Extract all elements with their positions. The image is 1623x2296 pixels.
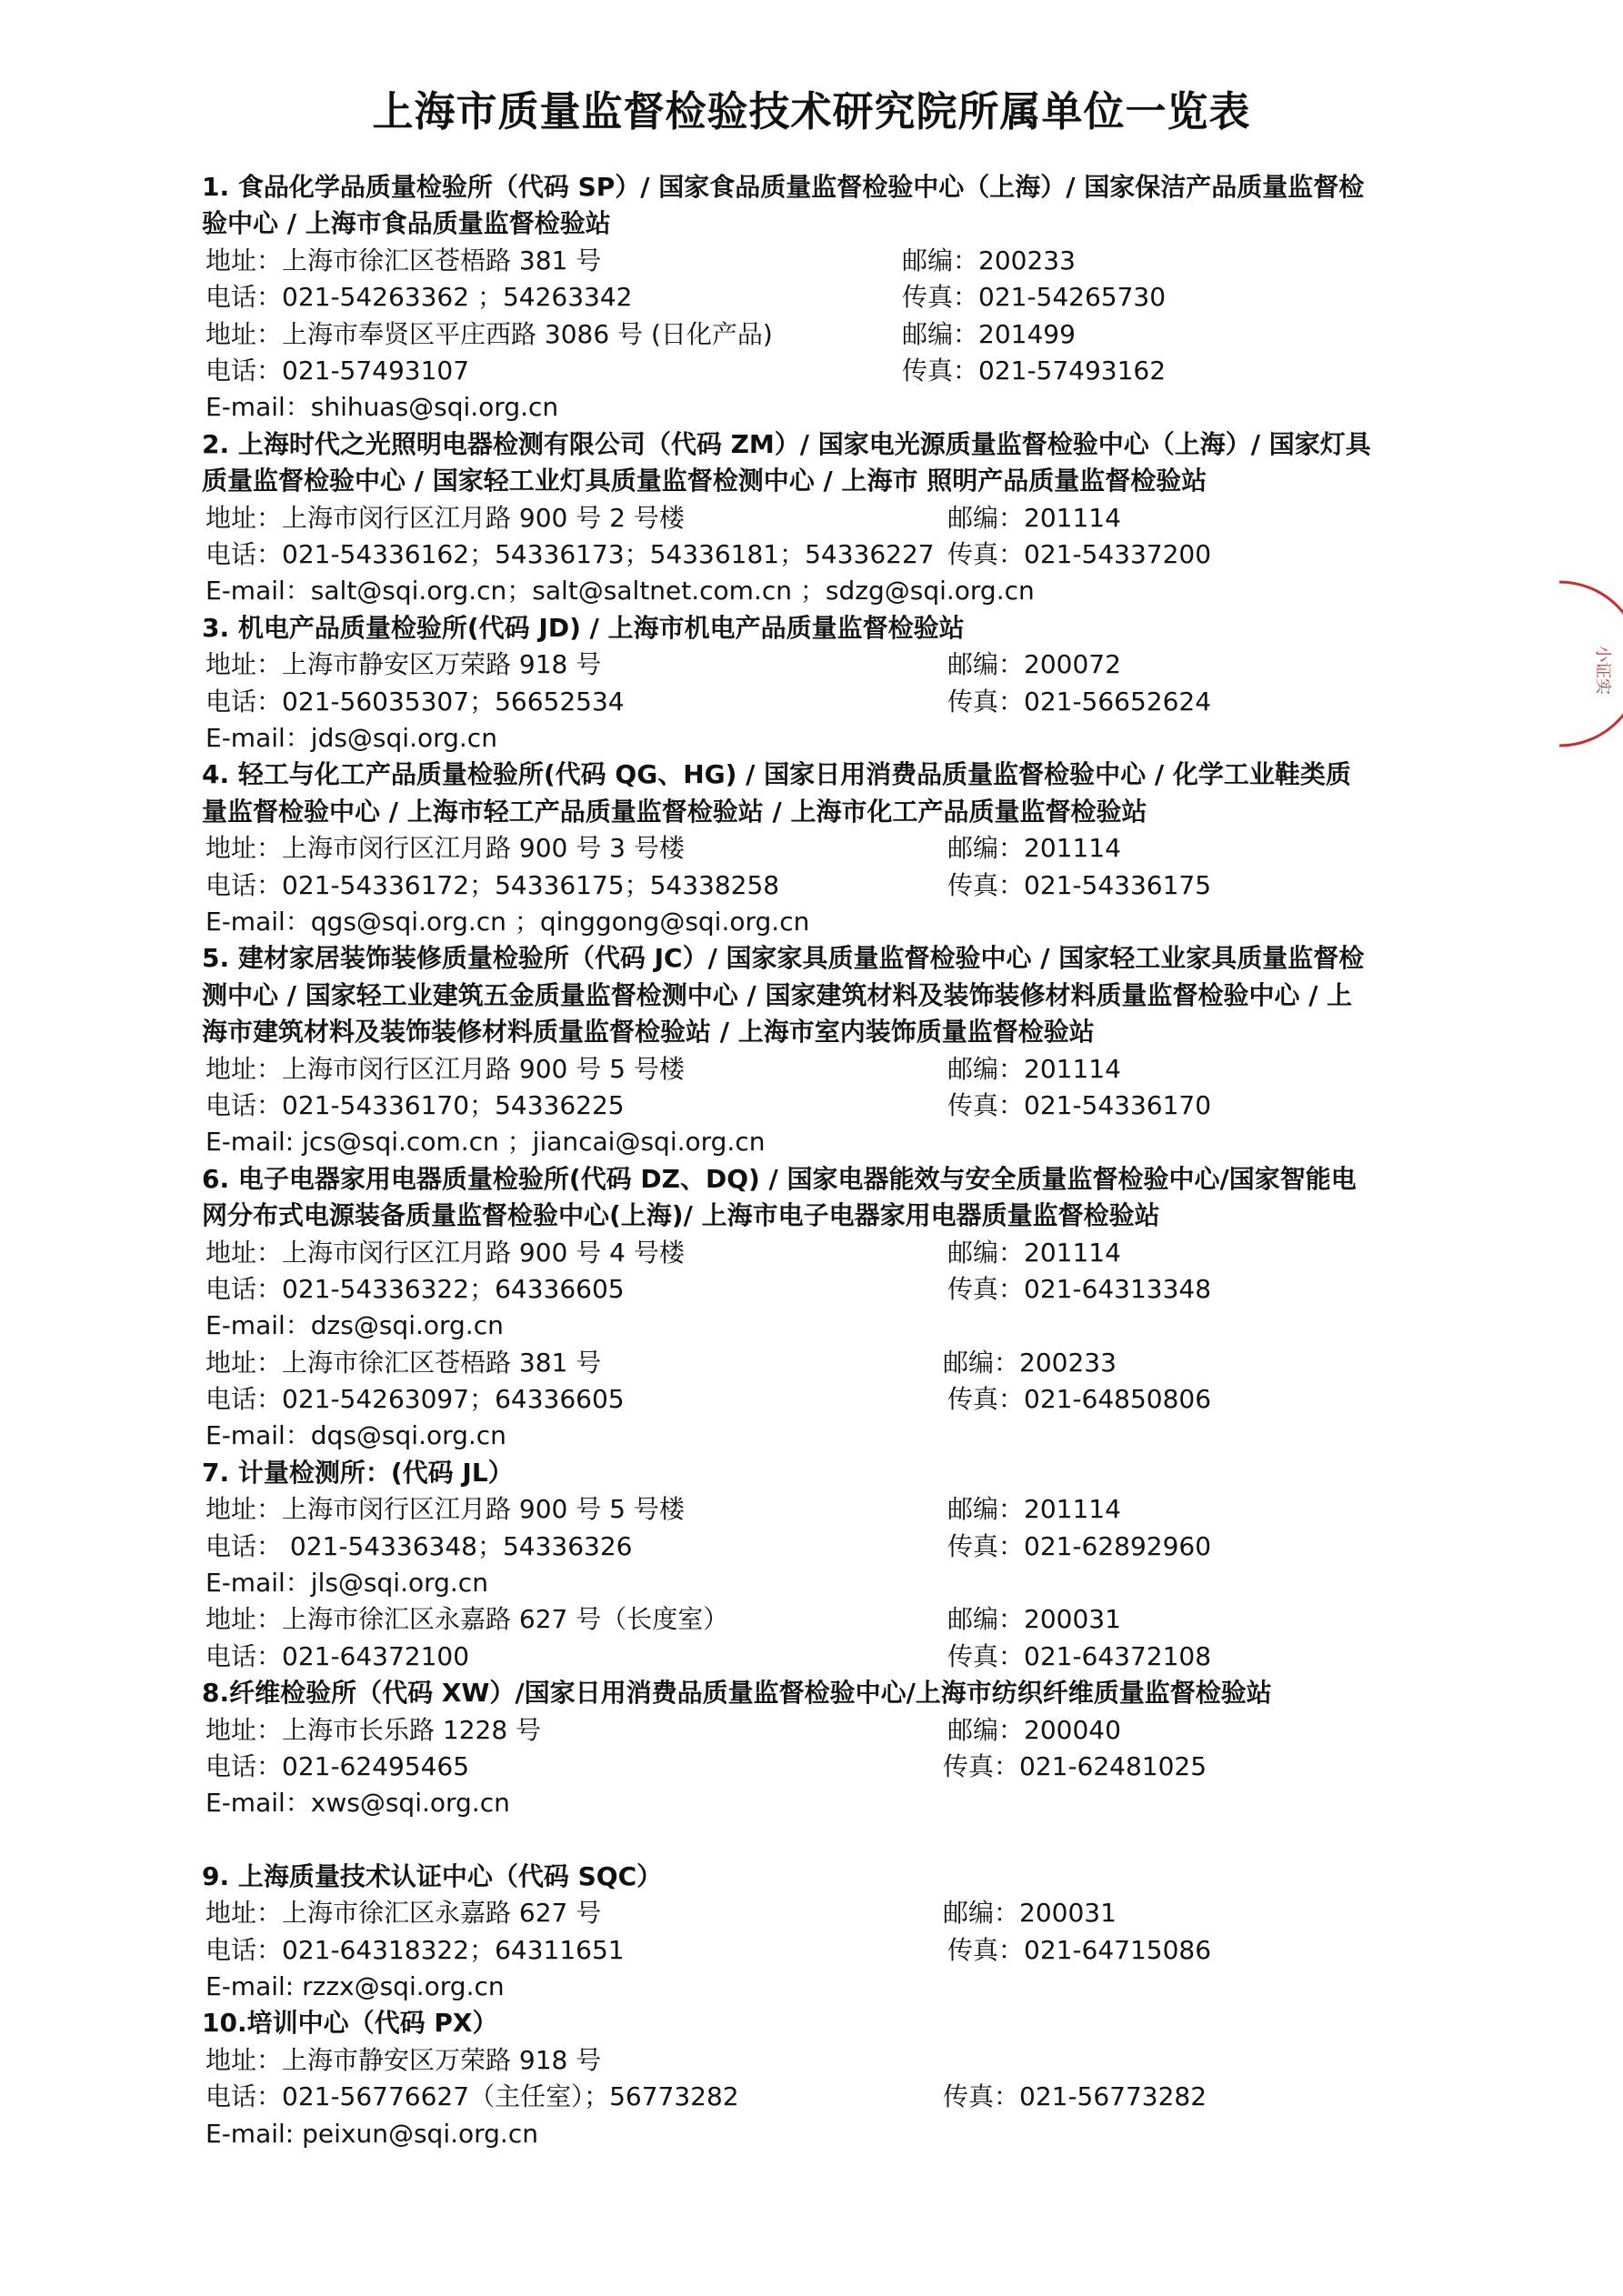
contact-row [202, 536, 1384, 573]
contact-right-text: 邮编：200072 [947, 649, 1121, 680]
contact-right-text: 邮编：200233 [902, 245, 1076, 276]
unit-block [202, 610, 1384, 757]
contact-right-text: 邮编：201114 [947, 1494, 1121, 1525]
contact-right-text: 邮编：200040 [947, 1714, 1121, 1745]
contact-row [202, 279, 1384, 316]
unit-block [202, 1675, 1384, 1822]
contact-left-text: 地址：上海市徐汇区苍梧路 381 号 [205, 1347, 602, 1378]
contact-row [202, 1088, 1384, 1124]
contact-left-text: E-mail：xws@sqi.org.cn [205, 1788, 510, 1819]
contact-row [202, 1308, 1384, 1344]
contact-left-text: 电话：021-56035307；56652534 [205, 686, 625, 717]
contact-right-text: 传真：021-57493162 [902, 355, 1167, 386]
contact-left-text: 电话：021-54336170；54336225 [205, 1089, 625, 1120]
contact-right-text: 邮编：201499 [902, 318, 1076, 349]
contact-row [202, 1639, 1384, 1675]
contact-left-text: 地址：上海市徐汇区永嘉路 627 号 [205, 1898, 602, 1929]
contact-right-text: 传真：021-56773282 [943, 2081, 1207, 2112]
contact-left-text: 地址：上海市闵行区江月路 900 号 2 号楼 [205, 502, 685, 533]
contact-row [202, 1749, 1384, 1785]
contact-row [202, 1271, 1384, 1308]
unit-block [202, 940, 1384, 1160]
contact-row [202, 1381, 1384, 1418]
unit-block [202, 2005, 1384, 2152]
contact-row [202, 353, 1384, 389]
unit-heading: 6. 电子电器家用电器质量检验所(代码 DZ、DQ) / 国家电器能效与安全质量监督检验中心/国家智能电网分布式电源装备质量监督检验中心(上海)/ 上海市电子电器家用电器质量监督检验站 [202, 1163, 1357, 1231]
contact-row [202, 904, 1384, 940]
unit-heading: 10.培训中心（代码 PX） [202, 2008, 498, 2039]
contact-left-text: E-mail：jds@sqi.org.cn [205, 722, 497, 753]
unit-block [202, 169, 1384, 426]
contact-right-text: 邮编：201114 [947, 502, 1121, 533]
contact-left-text: E-mail: jcs@sqi.com.cn ；jiancai@sqi.org.cn [205, 1127, 766, 1158]
contact-row [202, 1235, 1384, 1271]
contact-row [202, 1418, 1384, 1454]
unit-block [202, 757, 1384, 940]
contact-right-text: 邮编：200031 [943, 1898, 1117, 1929]
seal-stamp [1541, 573, 1623, 755]
contact-row [202, 720, 1384, 757]
contact-row [202, 2042, 1384, 2079]
unit-heading: 5. 建材家居装饰装修质量检验所（代码 JC）/ 国家家具质量监督检验中心 / 国家轻工业家具质量监督检测中心 / 国家轻工业建筑五金质量监督检测中心 / 国家建筑材料及装饰装修材料质量监督检验中心 / 上海市建筑材料及装饰装修材料质量监督检验站 / 上海市室内装饰质量监督检验站 [202, 943, 1365, 1048]
contact-row [202, 1785, 1384, 1821]
contact-left-text: 电话：021-54336322；64336605 [205, 1273, 625, 1304]
unit-block [202, 1859, 1384, 2006]
contact-right-text: 邮编：200031 [947, 1604, 1121, 1635]
unit-block [202, 1161, 1384, 1455]
contact-row [202, 2079, 1384, 2115]
unit-heading: 1. 食品化学品质量检验所（代码 SP）/ 国家食品质量监督检验中心（上海）/ 国家保洁产品质量监督检验中心 / 上海市食品质量监督检验站 [202, 172, 1365, 239]
contact-left-text: 电话：021-54263362 ；54263342 [205, 282, 633, 313]
unit-heading: 4. 轻工与化工产品质量检验所(代码 QG、HG) / 国家日用消费品质量监督检验中心 / 化学工业鞋类质量监督检验中心 / 上海市轻工产品质量监督检验站 / 上海市化工产品质量监督检验站 [202, 759, 1351, 827]
unit-heading: 8.纤维检验所（代码 XW）/国家日用消费品质量监督检验中心/上海市纺织纤维质量监督检验站 [202, 1678, 1272, 1709]
contact-row [202, 1895, 1384, 1931]
contact-left-text: E-mail：dqs@sqi.org.cn [205, 1420, 506, 1451]
contact-left-text: 电话：021-64318322；64311651 [205, 1934, 625, 1965]
contact-right-text: 邮编：200233 [943, 1347, 1117, 1378]
contact-left-text: E-mail：salt@sqi.org.cn；salt@saltnet.com.cn ；sdzg@sqi.org.cn [205, 576, 1035, 607]
contact-row [202, 1051, 1384, 1088]
contact-right-text: 邮编：201114 [947, 1237, 1121, 1268]
contact-left-text: 地址：上海市徐汇区苍梧路 381 号 [205, 245, 602, 276]
unit-block [202, 426, 1384, 610]
unit-block [202, 1455, 1384, 1675]
contact-left-text: E-mail: rzzx@sqi.org.cn [205, 1970, 505, 2001]
contact-right-text: 传真：021-62481025 [943, 1751, 1207, 1782]
contact-right-text: 邮编：201114 [947, 833, 1121, 864]
contact-row [202, 1601, 1384, 1638]
contact-row [202, 867, 1384, 904]
contact-left-text: 电话：021-54336162；54336173；54336181；54336227 [205, 538, 935, 569]
unit-heading: 3. 机电产品质量检验所(代码 JD) / 上海市机电产品质量监督检验站 [202, 612, 965, 643]
contact-row [202, 1932, 1384, 1969]
contact-right-text: 传真：021-54265730 [902, 282, 1167, 313]
contact-right-text: 传真：021-62892960 [947, 1530, 1212, 1561]
contact-left-text: 电话：021-62495465 [205, 1751, 470, 1782]
unit-heading: 7. 计量检测所：(代码 JL） [202, 1457, 514, 1488]
contact-right-text: 传真：021-64372108 [947, 1640, 1212, 1671]
contact-left-text: 电话：021-64372100 [205, 1640, 470, 1671]
contact-left-text: 电话：021-57493107 [205, 355, 470, 386]
contact-right-text: 传真：021-64313348 [947, 1273, 1212, 1304]
contact-row [202, 1565, 1384, 1601]
contact-right-text: 传真：021-54336170 [947, 1089, 1212, 1120]
contact-left-text: 地址：上海市静安区万荣路 918 号 [205, 2044, 602, 2075]
contact-row [202, 1529, 1384, 1565]
contact-right-text: 传真：021-54336175 [947, 869, 1212, 900]
contact-row [202, 1491, 1384, 1528]
contact-row [202, 684, 1384, 720]
contact-row [202, 830, 1384, 867]
page-title: 上海市质量监督检验技术研究院所属单位一览表 [372, 87, 1251, 135]
contact-left-text: E-mail：dzs@sqi.org.cn [205, 1310, 504, 1341]
contact-left-text: 电话： 021-54336348；54336326 [205, 1530, 633, 1561]
contact-row [202, 573, 1384, 609]
contact-right-text: 传真：021-64715086 [947, 1934, 1212, 1965]
contact-left-text: 地址：上海市奉贤区平庄西路 3086 号 (日化产品) [205, 318, 773, 349]
contact-left-text: 地址：上海市闵行区江月路 900 号 5 号楼 [205, 1494, 685, 1525]
contact-left-text: E-mail：jls@sqi.org.cn [205, 1568, 488, 1599]
contact-left-text: 电话：021-56776627（主任室）；56773282 [205, 2081, 739, 2112]
contact-left-text: 地址：上海市长乐路 1228 号 [205, 1714, 542, 1745]
contact-row [202, 1712, 1384, 1749]
contact-left-text: 地址：上海市徐汇区永嘉路 627 号（长度室） [205, 1604, 729, 1635]
unit-heading: 2. 上海时代之光照明电器检测有限公司（代码 ZM）/ 国家电光源质量监督检验中心（上海）/ 国家灯具质量监督检验中心 / 国家轻工业灯具质量监督检测中心 / 上海市 照明产品质量监督检验站 [202, 428, 1371, 496]
contact-right-text: 传真：021-64850806 [947, 1384, 1212, 1415]
contact-right-text: 传真：021-56652624 [947, 686, 1212, 717]
svg-text:小证实: 小证实 [1593, 646, 1612, 695]
contact-left-text: 地址：上海市闵行区江月路 900 号 3 号楼 [205, 833, 685, 864]
unit-list [202, 169, 1384, 2152]
contact-left-text: E-mail：qgs@sqi.org.cn ；qinggong@sqi.org.cn [205, 906, 810, 937]
contact-left-text: 地址：上海市静安区万荣路 918 号 [205, 649, 602, 680]
contact-left-text: 电话：021-54336172；54336175；54338258 [205, 869, 780, 900]
contact-left-text: E-mail: peixun@sqi.org.cn [205, 2118, 538, 2149]
contact-left-text: 地址：上海市闵行区江月路 900 号 4 号楼 [205, 1237, 685, 1268]
contact-row [202, 647, 1384, 683]
contact-row [202, 243, 1384, 279]
contact-right-text: 邮编：201114 [947, 1053, 1121, 1084]
contact-left-text: 电话：021-54263097；64336605 [205, 1384, 625, 1415]
contact-row [202, 1345, 1384, 1381]
contact-row [202, 1969, 1384, 2005]
contact-row [202, 500, 1384, 536]
contact-row [202, 389, 1384, 426]
unit-heading: 9. 上海质量技术认证中心（代码 SQC） [202, 1860, 663, 1891]
contact-left-text: E-mail：shihuas@sqi.org.cn [205, 392, 559, 423]
contact-row [202, 316, 1384, 353]
contact-row [202, 1124, 1384, 1160]
contact-row [202, 2116, 1384, 2152]
contact-right-text: 传真：021-54337200 [947, 538, 1212, 569]
contact-left-text: 地址：上海市闵行区江月路 900 号 5 号楼 [205, 1053, 685, 1084]
